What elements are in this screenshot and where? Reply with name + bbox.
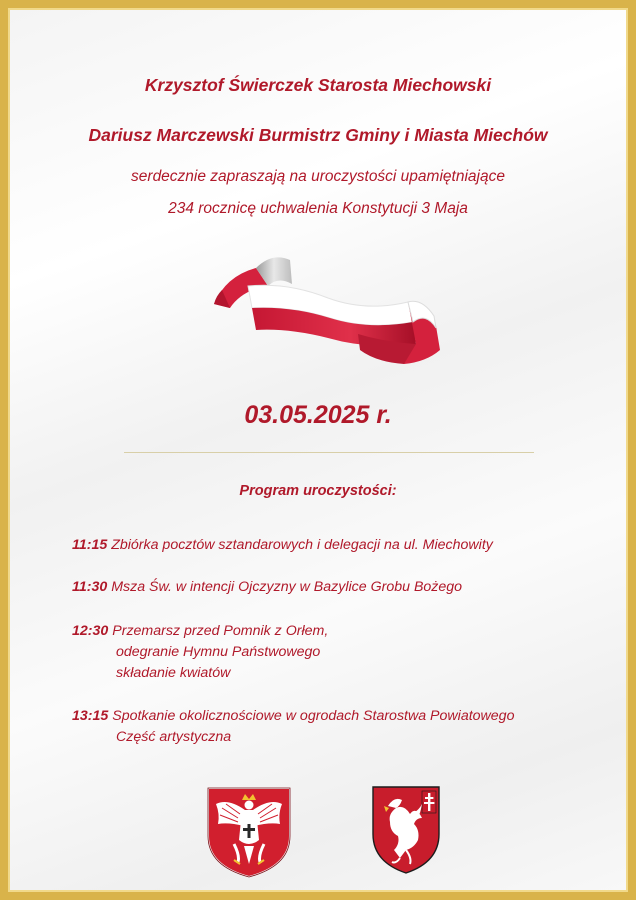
program-text: Zbiórka pocztów sztandarowych i delegacji na ul. Miechowity [111, 537, 493, 553]
program-item [72, 535, 493, 556]
program-time: 11:15 [72, 537, 108, 553]
program-item [72, 577, 462, 598]
program-text: Msza Św. w intencji Ojczyzny w Bazylice Grobu Bożego [111, 579, 463, 595]
host-starosta: Krzysztof Świerczek Starosta Miechowski [144, 75, 492, 95]
program-text: Spotkanie okolicznościowe w ogrodach Starostwa Powiatowego [112, 708, 515, 724]
program-time: 13:15 [72, 708, 109, 724]
invitation-text: serdecznie zapraszają na uroczystości upamiętniające [131, 168, 505, 185]
program-text: Przemarsz przed Pomnik z Orłem, [112, 623, 329, 639]
program-item [72, 706, 514, 748]
program-text: Część artystyczna [116, 729, 232, 745]
program-text: odegranie Hymnu Państwowego [116, 644, 321, 660]
double-cross-icon [422, 791, 436, 813]
divider [124, 452, 534, 453]
crest-icon-miechow [370, 784, 442, 876]
crest-icon-powiat-miechowski [204, 784, 294, 880]
occasion-text: 234 rocznicę uchwalenia Konstytucji 3 Maja [168, 200, 468, 217]
event-date: 03.05.2025 r. [244, 401, 392, 429]
program-item [72, 621, 328, 684]
polish-flag-ribbon-icon [208, 246, 448, 374]
host-burmistrz: Dariusz Marczewski Burmistrz Gminy i Miasta Miechów [88, 125, 548, 145]
program-title: Program uroczystości: [239, 483, 397, 499]
program-time: 11:30 [72, 579, 108, 595]
program-text: składanie kwiatów [116, 665, 231, 681]
program-time: 12:30 [72, 623, 109, 639]
